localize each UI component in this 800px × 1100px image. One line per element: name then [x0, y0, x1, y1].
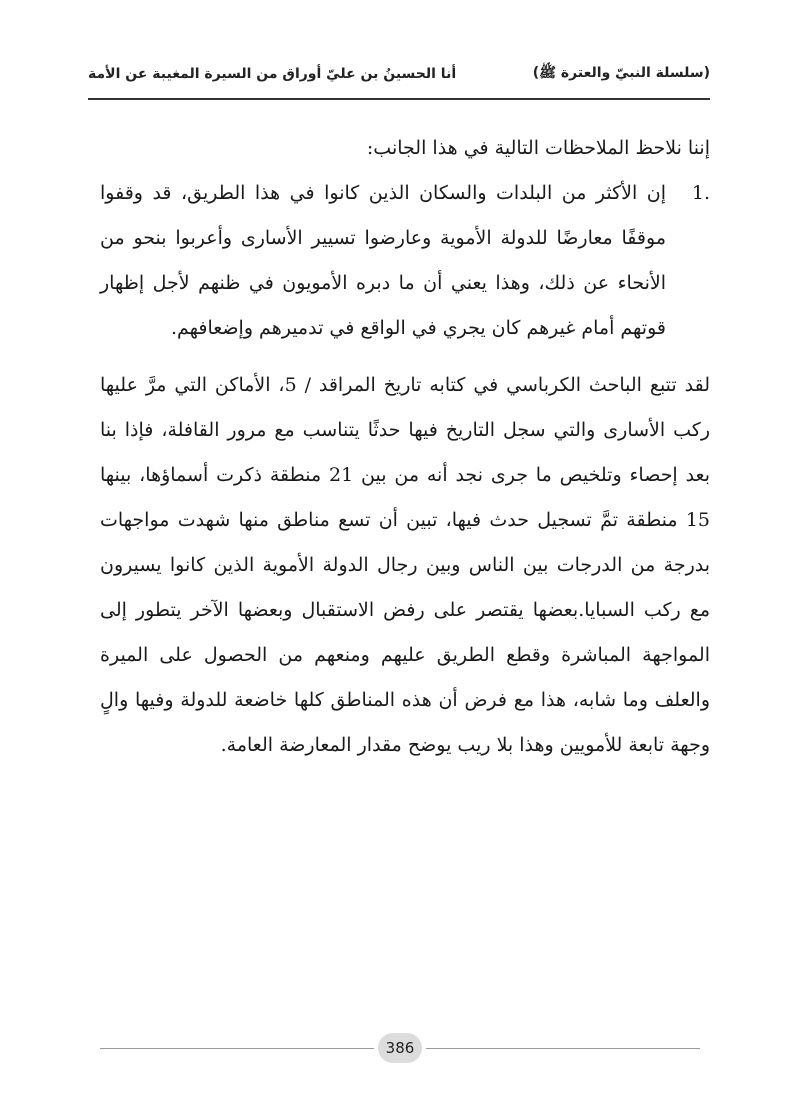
list-item-text: إن الأكثر من البلدات والسكان الذين كانوا في هذا الطريق، قد وقفوا موقفًا معارضًا للدولة الأموية وعارضوا تسيير الأسارى وأعربوا بنحو من الأنحاء عن ذلك، وهذا يعني أن ما دبره الأمويون في ظنهم لأجل إظهار قوتهم أمام غيرهم كان يجري في الواقع في تدميرهم وإضعافهم. [100, 182, 666, 339]
book-title: أنا الحسينُ بن عليّ أوراق من السيرة المغيبة عن الأمة [88, 66, 457, 82]
list-item-number: .1 [691, 182, 710, 204]
body-paragraph: لقد تتبع الباحث الكرباسي في كتابه تاريخ المراقد / 5، الأماكن التي مرَّ عليها ركب الأسارى والتي سجل التاريخ فيها حدثًا يتناسب مع مرور القافلة، فإذا بنا بعد إحصاء وتلخيص ما جرى نجد أنه من بين 21 منطقة ذكرت أسماؤها، بينها 15 منطقة تمَّ تسجيل حدث فيها، تبين أن تسع مناطق منها شهدت مواجهات بدرجة من الدرجات بين الناس وبين رجال الدولة الأموية الذين كانوا يسيرون مع ركب السبايا.بعضها يقتصر على رفض الاستقبال وبعضها الآخر يتطور إلى المواجهة المباشرة وقطع الطريق عليهم ومنعهم من الحصول على الميرة والعلف وما شابه، هذا مع فرض أن هذه المناطق كلها خاضعة للدولة وفيها والٍ وجهة تابعة للأمويين وهذا بلا ريب يوضح مقدار المعارضة العامة. [100, 374, 710, 756]
series-title: (سلسلة النبيّ والعترة ﷺ) [532, 65, 710, 81]
header-divider [88, 98, 710, 100]
numbered-list-item [100, 171, 710, 351]
page-number: 386 [385, 1039, 415, 1057]
page-number-badge [378, 1033, 422, 1063]
page-body [100, 126, 710, 768]
running-header [88, 54, 710, 94]
page-footer [100, 1028, 700, 1068]
intro-paragraph: إننا نلاحظ الملاحظات التالية في هذا الجانب: [366, 137, 710, 159]
footer-rule-right [426, 1048, 700, 1049]
footer-rule-left [100, 1048, 374, 1049]
